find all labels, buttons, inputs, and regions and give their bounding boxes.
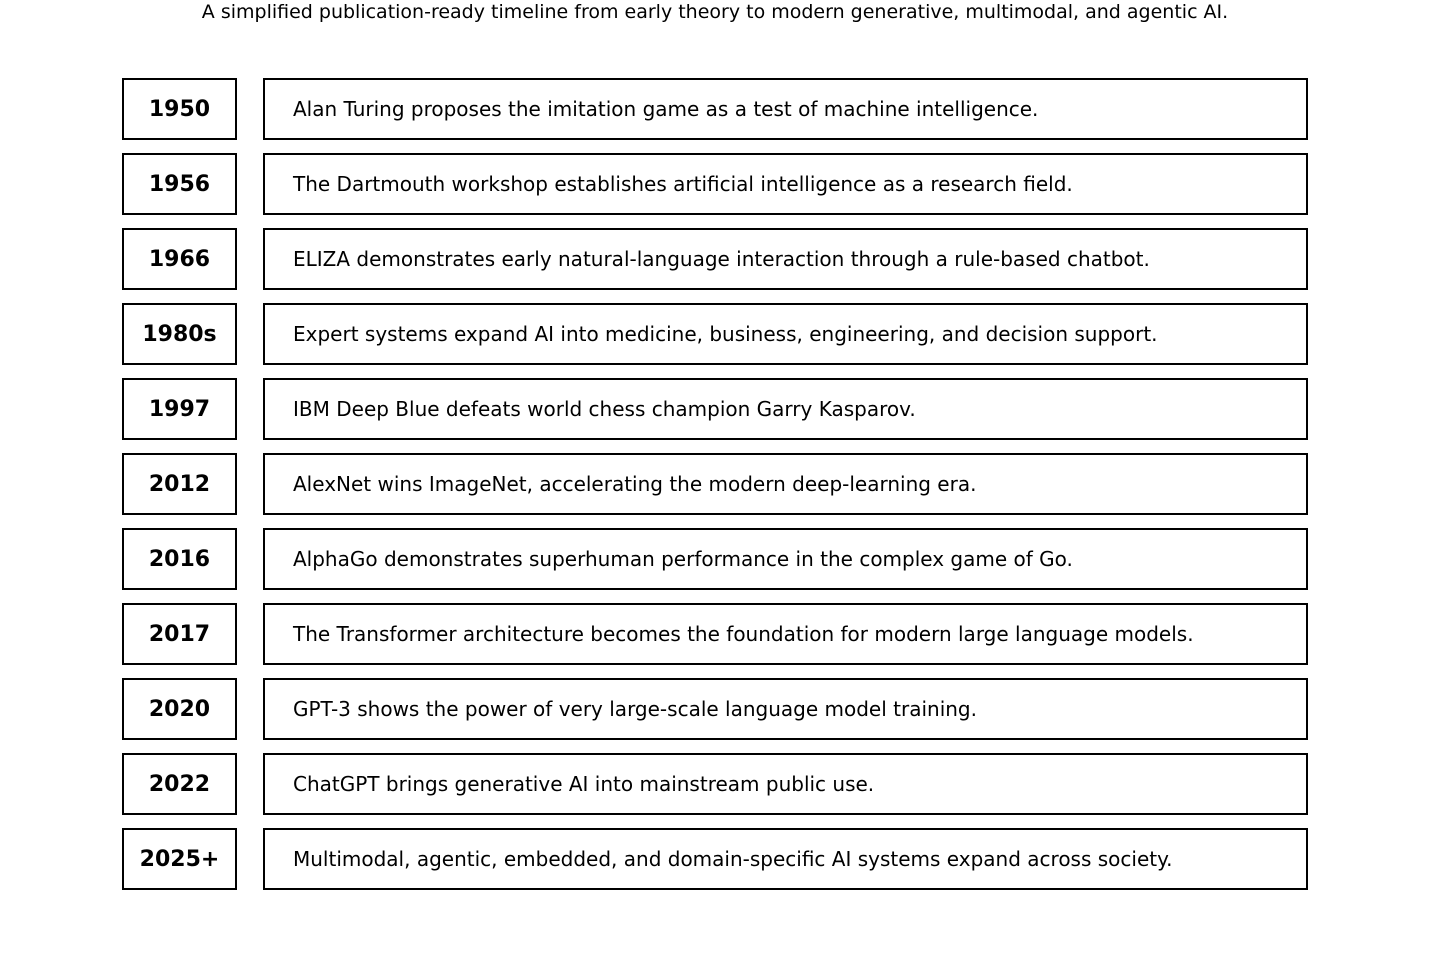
timeline-row: [122, 303, 1308, 365]
year-box: 2022: [122, 753, 237, 815]
event-box: Expert systems expand AI into medicine, business, engineering, and decision support.: [263, 303, 1308, 365]
timeline-row: [122, 603, 1308, 665]
event-box: ELIZA demonstrates early natural-language interaction through a rule-based chatbot.: [263, 228, 1308, 290]
event-box: GPT-3 shows the power of very large-scale language model training.: [263, 678, 1308, 740]
event-box: AlphaGo demonstrates superhuman performance in the complex game of Go.: [263, 528, 1308, 590]
timeline-row: [122, 378, 1308, 440]
event-box: IBM Deep Blue defeats world chess champion Garry Kasparov.: [263, 378, 1308, 440]
year-box: 2012: [122, 453, 237, 515]
timeline-row: [122, 528, 1308, 590]
event-box: The Transformer architecture becomes the foundation for modern large language models.: [263, 603, 1308, 665]
year-box: 2020: [122, 678, 237, 740]
year-box: 2016: [122, 528, 237, 590]
year-box: 2017: [122, 603, 237, 665]
event-box: AlexNet wins ImageNet, accelerating the modern deep-learning era.: [263, 453, 1308, 515]
year-box: 1966: [122, 228, 237, 290]
event-box: Alan Turing proposes the imitation game as a test of machine intelligence.: [263, 78, 1308, 140]
timeline-row: [122, 453, 1308, 515]
timeline: [122, 78, 1308, 903]
event-box: Multimodal, agentic, embedded, and domain-specific AI systems expand across society.: [263, 828, 1308, 890]
subtitle: A simplified publication-ready timeline from early theory to modern generative, multimodal, and agentic AI.: [201, 1, 1229, 23]
year-box: 1997: [122, 378, 237, 440]
event-box: The Dartmouth workshop establishes artificial intelligence as a research field.: [263, 153, 1308, 215]
year-box: 2025+: [122, 828, 237, 890]
timeline-row: [122, 678, 1308, 740]
timeline-row: [122, 228, 1308, 290]
timeline-row: [122, 753, 1308, 815]
event-box: ChatGPT brings generative AI into mainstream public use.: [263, 753, 1308, 815]
year-box: 1950: [122, 78, 237, 140]
timeline-row: [122, 828, 1308, 890]
year-box: 1980s: [122, 303, 237, 365]
timeline-row: [122, 78, 1308, 140]
year-box: 1956: [122, 153, 237, 215]
timeline-row: [122, 153, 1308, 215]
